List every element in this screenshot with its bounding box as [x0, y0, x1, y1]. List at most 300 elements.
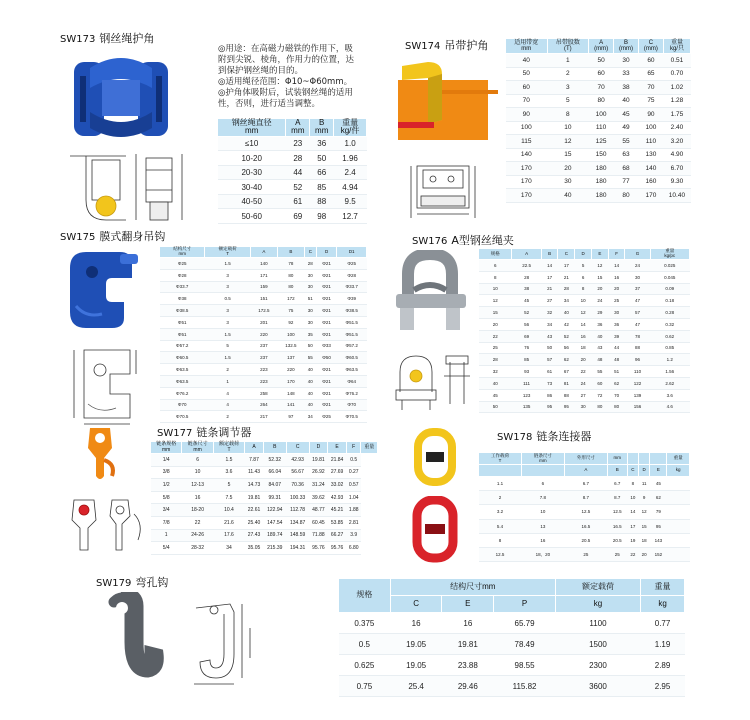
table-cell: 3.20	[663, 135, 690, 149]
table-cell: 8.7	[564, 491, 607, 505]
column-header: 规格	[479, 249, 512, 260]
table-cell: 5	[205, 340, 250, 352]
table-cell: Φ33.7	[337, 281, 367, 293]
table-cell: 48	[591, 354, 608, 366]
table-row	[151, 454, 378, 467]
table-cell: Φ21	[316, 293, 337, 305]
column-header: B	[277, 247, 304, 258]
table-row	[218, 165, 367, 180]
table-cell: 28	[479, 354, 512, 366]
table-cell: 3/8	[151, 466, 182, 479]
column-subheader: C	[627, 465, 638, 477]
table-cell: 148.59	[286, 529, 309, 542]
table-cell: 140	[506, 148, 548, 162]
table-cell: 171	[250, 269, 277, 281]
sw173-photo	[62, 48, 180, 146]
sw178-title: SW178 链条连接器	[497, 430, 592, 443]
table-cell: Φ25	[337, 258, 367, 270]
table-row	[506, 175, 691, 189]
table-cell: Φ50	[316, 352, 337, 364]
table-cell: 76	[512, 342, 541, 354]
column-header: C (mm)	[638, 39, 663, 54]
table-row	[479, 260, 690, 272]
table-cell: 96	[625, 354, 650, 366]
sw173-title: SW173 钢丝绳护角	[60, 32, 155, 45]
table-cell: 16	[442, 613, 494, 634]
sw173-description: ◎用途：在高磁力磁铁的作用下，吸 附到尖锐、棱角，作用力的位置，达 到保护钢丝绳的目的。 ◎适用绳径范围：Φ10~Φ60mm。 ◎护角体吸附后，试装钢丝绳的适用 性，否则，进行适当调整。	[218, 44, 355, 109]
table-cell: 70	[638, 81, 663, 95]
table-cell: 2.40	[663, 121, 690, 135]
table-cell: 19.05	[390, 634, 442, 655]
table-cell: 30	[304, 316, 316, 328]
table-row	[160, 364, 367, 376]
table-cell: 15	[591, 271, 608, 283]
header-row	[339, 579, 685, 596]
table-cell: 16	[608, 271, 625, 283]
table-cell: Φ51.5	[337, 328, 367, 340]
table-cell: 14	[608, 260, 625, 272]
table-cell: 2	[205, 411, 250, 423]
table-row	[506, 108, 691, 122]
table-row	[506, 67, 691, 81]
table-row	[479, 377, 690, 389]
table-cell: 60	[589, 67, 614, 81]
sw174-photo	[398, 60, 498, 140]
column-subheader: E	[650, 465, 667, 477]
column-header: 规格	[339, 579, 391, 613]
table-cell: 88	[625, 342, 650, 354]
table-cell: 6	[521, 477, 564, 491]
table-cell: 26.92	[309, 466, 328, 479]
table-cell: 42.93	[286, 454, 309, 467]
table-cell	[667, 491, 690, 505]
table-cell: 1.5	[205, 258, 250, 270]
table-cell: 12.7	[334, 209, 367, 224]
column-subheader: kg	[555, 596, 640, 613]
header-row	[506, 39, 691, 54]
table-cell: Φ28	[337, 269, 367, 281]
table-cell: 6.7	[607, 477, 627, 491]
table-cell: 81	[558, 377, 575, 389]
table-cell: 75	[277, 305, 304, 317]
sw178-photo-red	[411, 496, 459, 564]
table-cell: 40	[547, 189, 589, 203]
table-cell: 18	[639, 533, 650, 547]
table-cell: 112.78	[286, 504, 309, 517]
table-cell: 21	[541, 283, 558, 295]
table-cell: 73	[541, 377, 558, 389]
table-cell: Φ33.7	[160, 281, 205, 293]
table-cell: 0.18	[650, 295, 689, 307]
table-row	[506, 81, 691, 95]
table-cell: 140	[250, 258, 277, 270]
table-cell: 10.40	[663, 189, 690, 203]
column-header: F	[346, 442, 361, 454]
table-cell: 70	[608, 389, 625, 401]
column-header: 重量	[641, 579, 685, 596]
table-cell: 65.79	[494, 613, 556, 634]
table-row	[160, 293, 367, 305]
table-cell: 56	[512, 318, 541, 330]
table-cell: 1.0	[334, 136, 367, 151]
table-row	[151, 529, 378, 542]
table-cell: 123	[512, 389, 541, 401]
table-cell: 62	[558, 354, 575, 366]
table-cell: 12	[591, 260, 608, 272]
column-header: 适用带宽 mm	[506, 39, 548, 54]
table-cell: 50-60	[218, 209, 286, 224]
column-subheader: A	[564, 465, 607, 477]
table-cell: Φ70	[160, 399, 205, 411]
table-cell: 31.24	[309, 479, 328, 492]
table-cell: 24-26	[182, 529, 213, 542]
table-cell: 86	[541, 389, 558, 401]
table-cell: 111	[512, 377, 541, 389]
table-cell: 34	[558, 295, 575, 307]
table-cell: 220	[250, 328, 277, 340]
table-cell: Φ63.5	[337, 364, 367, 376]
table-cell: 25	[479, 342, 512, 354]
table-cell: 3	[205, 281, 250, 293]
column-header: mm	[607, 453, 627, 465]
table-cell: 215.39	[263, 542, 286, 555]
sw175-title: SW175 膜式翻身吊钩	[60, 230, 166, 243]
table-cell: 3	[547, 81, 589, 95]
table-cell: 170	[506, 162, 548, 176]
table-cell: 139	[625, 389, 650, 401]
table-cell: 47	[625, 295, 650, 307]
table-cell: 140	[638, 162, 663, 176]
table-row	[218, 136, 367, 151]
table-cell: 4	[205, 387, 250, 399]
table-cell: 12	[639, 505, 650, 519]
table-cell: Φ60.5	[337, 352, 367, 364]
table-cell: 78.49	[494, 634, 556, 655]
table-cell: ≤10	[218, 136, 286, 151]
table-row	[218, 180, 367, 195]
table-cell: Φ38.5	[160, 305, 205, 317]
table-cell: 20	[547, 162, 589, 176]
table-cell: 0.32	[650, 318, 689, 330]
table-row	[506, 189, 691, 203]
table-cell: 143	[650, 533, 667, 547]
table-cell: 0.09	[650, 283, 689, 295]
table-cell: Φ33	[316, 340, 337, 352]
table-cell: 12.5	[479, 547, 522, 561]
sw177-photo	[80, 424, 120, 484]
table-cell: 201	[250, 316, 277, 328]
table-cell: 151	[250, 293, 277, 305]
header-row	[479, 453, 690, 465]
table-cell: 40-50	[218, 194, 286, 209]
table-cell: 16	[390, 613, 442, 634]
table-cell: Φ21	[316, 387, 337, 399]
table-cell: 20	[479, 318, 512, 330]
table-row	[151, 479, 378, 492]
column-subheader: P	[494, 596, 556, 613]
table-cell: 1.56	[650, 366, 689, 378]
column-header: 链条尺寸 mm	[182, 442, 213, 454]
table-cell: 40	[304, 387, 316, 399]
table-cell: 100.33	[286, 491, 309, 504]
table-cell: 1.96	[334, 151, 367, 166]
table-cell: 3.2	[479, 505, 522, 519]
table-cell: 19	[627, 533, 638, 547]
table-row	[160, 258, 367, 270]
table-cell: 18	[575, 342, 592, 354]
table-cell: 97	[277, 411, 304, 423]
table-cell: 18、20	[521, 547, 564, 561]
table-cell: 2.95	[641, 676, 685, 697]
table-cell: 24	[591, 295, 608, 307]
column-header: A	[245, 442, 264, 454]
table-cell: 33	[614, 67, 639, 81]
sw176-title: SW176 A型钢丝绳夹	[412, 234, 514, 247]
table-cell: 10	[479, 283, 512, 295]
column-subheader: C	[390, 596, 442, 613]
sw179-photo	[100, 592, 164, 692]
table-cell: 57	[625, 307, 650, 319]
table-row	[479, 366, 690, 378]
table-cell: 28-32	[182, 542, 213, 555]
table-cell: 24	[625, 260, 650, 272]
sw173-table	[217, 118, 367, 224]
table-cell: 0.28	[650, 307, 689, 319]
table-cell: 40	[304, 364, 316, 376]
table-cell: 10	[627, 491, 638, 505]
subheader-row	[479, 465, 690, 477]
table-cell: 80	[277, 281, 304, 293]
table-cell: 2.4	[334, 165, 367, 180]
table-cell: 79	[650, 505, 667, 519]
table-cell: 2.89	[641, 655, 685, 676]
table-cell: 45	[614, 108, 639, 122]
table-cell: 8	[547, 108, 589, 122]
table-cell: 0.5	[205, 293, 250, 305]
column-subheader	[479, 465, 522, 477]
table-cell: 1	[151, 529, 182, 542]
column-header: B (mm)	[614, 39, 639, 54]
sw179-table	[338, 578, 685, 697]
table-row	[218, 194, 367, 209]
column-header	[639, 453, 650, 465]
column-subheader: D	[639, 465, 650, 477]
table-cell: 15	[479, 307, 512, 319]
table-cell: 85	[310, 180, 334, 195]
table-row	[160, 269, 367, 281]
table-cell: 6	[479, 260, 512, 272]
column-header: B mm	[310, 119, 334, 137]
table-cell: 38	[512, 283, 541, 295]
table-cell: 42.93	[328, 491, 347, 504]
table-cell: 69	[512, 330, 541, 342]
table-cell: 16.5	[564, 519, 607, 533]
column-subheader: E	[442, 596, 494, 613]
table-cell: 19.81	[309, 454, 328, 467]
table-cell: 4.6	[650, 401, 689, 413]
table-cell: 61	[541, 366, 558, 378]
sw178-photo-yellow	[412, 428, 458, 486]
table-cell: 147.54	[263, 516, 286, 529]
table-cell: 9	[639, 491, 650, 505]
table-cell: 2300	[555, 655, 640, 676]
table-cell: 25.40	[245, 516, 264, 529]
table-cell	[667, 519, 690, 533]
sw176-table	[478, 248, 690, 413]
table-cell: 95	[650, 519, 667, 533]
table-cell: 1.75	[663, 108, 690, 122]
table-cell: Φ21	[316, 375, 337, 387]
column-header: 重量 kg/只	[663, 39, 690, 54]
table-cell: 21.84	[328, 454, 347, 467]
table-cell: 62	[608, 377, 625, 389]
table-cell: 62	[650, 491, 667, 505]
header-row	[151, 442, 378, 454]
column-header: F	[608, 249, 625, 260]
table-row	[479, 519, 690, 533]
table-cell: 19.05	[390, 655, 442, 676]
table-cell: 115	[506, 135, 548, 149]
table-cell: Φ60.5	[160, 352, 205, 364]
table-cell: 0.77	[641, 613, 685, 634]
table-cell: 30	[304, 269, 316, 281]
table-cell: 65	[638, 67, 663, 81]
sw173-drawing	[66, 150, 186, 230]
table-cell: 71.88	[309, 529, 328, 542]
table-cell: 6	[575, 271, 592, 283]
sw174-title: SW174 吊带护角	[405, 39, 489, 52]
table-cell: 27.43	[245, 529, 264, 542]
table-cell: 52	[286, 180, 310, 195]
table-cell: 150	[589, 148, 614, 162]
table-cell: 95.76	[309, 542, 328, 555]
table-cell: 55	[591, 366, 608, 378]
table-cell: 30-40	[218, 180, 286, 195]
table-cell: 17	[541, 271, 558, 283]
column-header: 重量 kg/件	[334, 119, 367, 137]
table-cell: 39.62	[309, 491, 328, 504]
table-cell: 125	[589, 135, 614, 149]
column-header: 重量	[667, 453, 690, 465]
table-cell: 18-20	[182, 504, 213, 517]
column-header: E	[591, 249, 608, 260]
table-cell: 45	[512, 295, 541, 307]
table-cell: 3600	[555, 676, 640, 697]
table-cell: 49	[614, 121, 639, 135]
table-cell: 115.82	[494, 676, 556, 697]
table-cell: 80	[591, 401, 608, 413]
table-cell: Φ21	[316, 328, 337, 340]
table-row	[506, 162, 691, 176]
table-cell: 15	[639, 519, 650, 533]
table-cell: 25	[608, 295, 625, 307]
table-cell: 3.6	[650, 389, 689, 401]
sw178-table	[478, 452, 690, 562]
table-cell: 51	[304, 293, 316, 305]
table-cell: 1/4	[151, 454, 182, 467]
table-row	[218, 209, 367, 224]
table-cell: 5	[575, 260, 592, 272]
table-cell: 40	[591, 330, 608, 342]
table-cell: 28	[558, 283, 575, 295]
table-cell: 40	[506, 54, 548, 68]
table-cell: 55	[614, 135, 639, 149]
table-cell: 27	[575, 389, 592, 401]
table-row	[160, 399, 367, 411]
table-cell: 2.62	[650, 377, 689, 389]
header-row	[218, 119, 367, 137]
table-cell: Φ21	[316, 281, 337, 293]
table-cell: 1	[205, 375, 250, 387]
table-row	[479, 354, 690, 366]
table-row	[151, 466, 378, 479]
table-cell: 22.61	[245, 504, 264, 517]
table-row	[339, 655, 685, 676]
table-cell: 19.81	[245, 491, 264, 504]
table-cell: 50	[506, 67, 548, 81]
table-cell: 23	[286, 136, 310, 151]
table-cell: 11.43	[245, 466, 264, 479]
table-cell: 22	[182, 516, 213, 529]
column-header: 结构尺寸 mm	[160, 247, 205, 258]
table-cell: 135	[512, 401, 541, 413]
table-cell: 22	[575, 366, 592, 378]
table-cell: 66	[310, 165, 334, 180]
table-cell: 1	[547, 54, 589, 68]
table-cell: 5.4	[479, 519, 522, 533]
table-cell: 4.94	[334, 180, 367, 195]
table-cell: Φ63.5	[160, 375, 205, 387]
table-cell: 92	[277, 316, 304, 328]
table-cell	[667, 505, 690, 519]
column-header: A (mm)	[589, 39, 614, 54]
table-cell: 36	[608, 318, 625, 330]
table-row	[160, 340, 367, 352]
table-cell	[667, 477, 690, 491]
table-cell: 50	[310, 151, 334, 166]
table-cell: 48	[608, 354, 625, 366]
sw175-drawing	[70, 344, 150, 426]
table-cell: 1.2	[650, 354, 689, 366]
table-cell: 20	[639, 547, 650, 561]
table-cell: 22	[627, 547, 638, 561]
table-cell: 2	[205, 364, 250, 376]
table-cell: 30	[614, 54, 639, 68]
table-cell: 45.21	[328, 504, 347, 517]
table-cell: 14	[627, 505, 638, 519]
table-cell: 45	[479, 389, 512, 401]
table-row	[151, 504, 378, 517]
sw176-photo	[388, 250, 474, 336]
table-cell: 22	[479, 330, 512, 342]
table-cell: 13	[521, 519, 564, 533]
table-cell: 35.05	[245, 542, 264, 555]
table-cell: 7.5	[213, 491, 244, 504]
table-cell: 17	[558, 260, 575, 272]
table-row	[506, 121, 691, 135]
table-cell: 28	[512, 271, 541, 283]
table-cell: 80	[277, 269, 304, 281]
table-cell: 40	[558, 307, 575, 319]
table-cell: 0.27	[346, 466, 361, 479]
table-cell: 20	[575, 354, 592, 366]
table-cell: 170	[506, 189, 548, 203]
table-cell: 99.31	[263, 491, 286, 504]
table-row	[506, 135, 691, 149]
table-cell: 39	[608, 330, 625, 342]
table-cell: 122	[625, 377, 650, 389]
table-cell: 22.5	[512, 260, 541, 272]
